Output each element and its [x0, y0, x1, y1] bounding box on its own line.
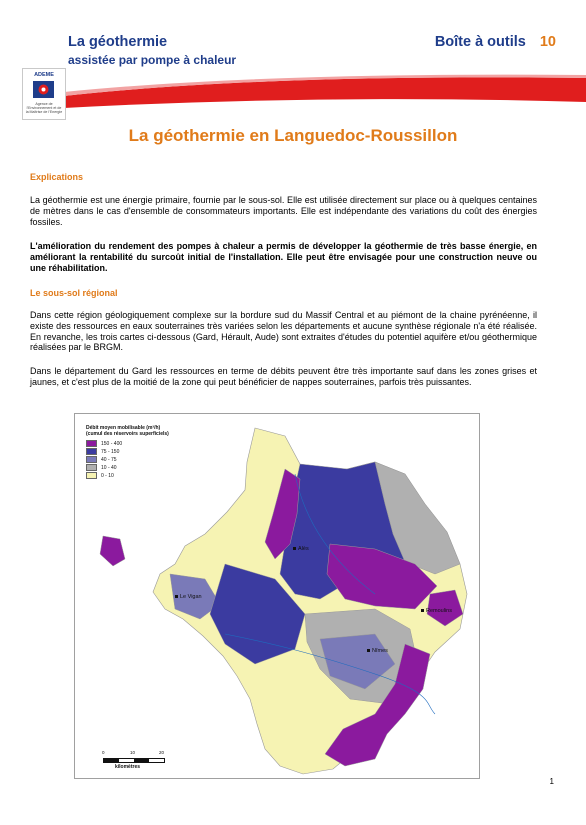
- paragraph-explications-1: La géothermie est une énergie primaire, fournie par le sous-sol. Elle est utilisée directement sur place ou à quelques centaines de mètres dans le cas d'ensemble de consommateurs importants. Elle est indépendante des variations du coût des énergies fossiles.: [30, 195, 537, 227]
- city-label-remoulins: Remoulins: [421, 608, 452, 614]
- city-label-ales: Alès: [293, 546, 309, 552]
- legend-row: [86, 472, 114, 479]
- legend-row: [86, 456, 117, 463]
- map-scale-bar: [103, 748, 173, 772]
- header-red-band: [64, 72, 586, 108]
- legend-label: 150 - 400: [101, 440, 123, 447]
- paragraph-sous-sol-1: Dans cette région géologiquement complexe sur la bordure sud du Massif Central et au piémont de la chaine pyrénéenne, il existe des ressources en eaux souterraines très variées selon les départements et aucune synthèse régionale n'a été réalisée. En revanche, les trois cartes ci-dessous (Gard, Hérault, Aude) sont extraites d'études du potentiel aquifère et/ou géothermique réalisées par le BRGM.: [30, 310, 537, 353]
- paragraph-explications-2: L'amélioration du rendement des pompes à chaleur a permis de développer la géothermie de très basse énergie, en améliorant la rentabilité du surcoût initial de l'installation. Elle peut être envisagée pour une construction neuve ou une réhabilitation.: [30, 241, 537, 273]
- legend-row: [86, 448, 119, 455]
- sheet-number: 10: [539, 34, 556, 50]
- legend-swatch: [86, 440, 97, 447]
- legend-title: [86, 425, 169, 437]
- legend-swatch: [86, 472, 97, 479]
- page-title: La géothermie en Languedoc-Roussillon: [128, 126, 458, 145]
- ademe-logo: [22, 68, 66, 120]
- legend-swatch: [86, 456, 97, 463]
- scale-tick-0: 0: [102, 750, 105, 755]
- legend-swatch: [86, 464, 97, 471]
- header-subtitle: assistée par pompe à chaleur: [68, 53, 237, 67]
- city-label-nimes: Nîmes: [367, 648, 388, 654]
- header-toolbox: [435, 34, 556, 50]
- paragraph-sous-sol-2: Dans le département du Gard les ressources en terme de débits peuvent être très importante sauf dans les zones grises et jaunes, et c'est plus de la moitié de la zone qui peut bénéficier de nappes souterraines, parfois très puissantes.: [30, 366, 537, 387]
- section-heading-sous-sol: Le sous-sol régional: [30, 288, 118, 298]
- legend-swatch: [86, 448, 97, 455]
- scale-tick-20: 20: [159, 750, 165, 755]
- legend-label: 10 - 40: [101, 464, 117, 471]
- logo-name: ADEME: [34, 72, 54, 78]
- scale-unit-label: kilomètres: [115, 764, 141, 770]
- legend-row: [86, 440, 122, 447]
- scale-tick-10: 10: [130, 750, 136, 755]
- legend-label: 0 - 10: [101, 472, 114, 479]
- header-title: La géothermie: [68, 34, 168, 50]
- city-label-le-vigan: Le Vigan: [175, 594, 202, 600]
- map-drawing: [75, 414, 479, 778]
- gard-resource-map: [74, 413, 480, 779]
- legend-row: [86, 464, 117, 471]
- page-number: 1: [549, 777, 554, 786]
- logo-emblem: [33, 81, 54, 98]
- scale-bar: [103, 758, 165, 763]
- logo-caption: Agence de l'Environnement et de la Maîtrise de l'Energie: [25, 102, 63, 115]
- legend-label: 75 - 150: [101, 448, 120, 455]
- legend-title-line2: (cumul des réservoirs superficiels): [86, 431, 169, 437]
- section-heading-explications: Explications: [30, 172, 84, 182]
- legend-title-line1: Débit moyen mobilisable (m³/h): [86, 425, 161, 431]
- legend-label: 40 - 75: [101, 456, 117, 463]
- toolbox-label: Boîte à outils: [434, 34, 526, 50]
